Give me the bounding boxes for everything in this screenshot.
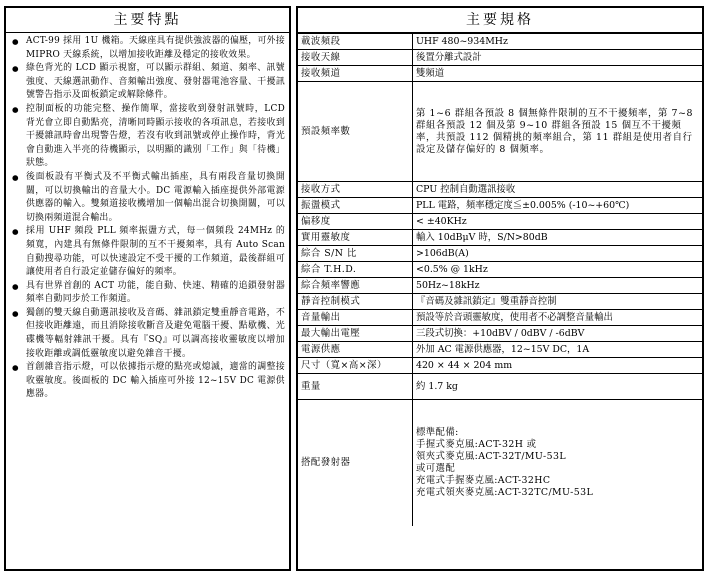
feature-item: ● 綠色背光的 LCD 顯示視窗，可以顯示群組、頻道、頻率、訊號強度、天線選訊動作、音頻輸出強度、發射器電池容量、干擾訊號警告指示及面板鎖定或解除條件。 [12, 62, 285, 103]
spec-label: 綜合 S/N 比 [298, 246, 413, 262]
spec-label: 預設頻率數 [298, 82, 413, 182]
spec-label: 振盪模式 [298, 198, 413, 214]
feature-item: ● 首創雜音指示燈，可以依據指示燈的點亮或熄滅，適當的調整接收靈敏度。後面板的 DC 輸入插座可外接 12~15V DC 電源供應器。 [12, 361, 285, 402]
spec-row [298, 374, 702, 400]
feature-item: ● 後面板設有平衡式及不平衡式輸出插座，具有兩段音量切換開關，可以切換輸出的音量大小。DC 電源輸入插座提供外部電源供應器的輸入。雙頻道接收機增加一個輸出混合切換開關，可以切換兩頻道混合輸出。 [12, 171, 285, 225]
spec-value: 約 1.7 kg [413, 374, 703, 400]
spec-row [298, 66, 702, 82]
spec-label: 靜音控制模式 [298, 294, 413, 310]
spec-row [298, 310, 702, 326]
spec-label: 音量輸出 [298, 310, 413, 326]
spec-label: 最大輸出電壓 [298, 326, 413, 342]
spec-label: 尺寸（寬×高×深） [298, 358, 413, 374]
spec-value: 標準配備: 手握式麥克風:ACT-32H 或 領夾式麥克風:ACT-32T/MU-53L 或可選配 充電式手握麥克風:ACT-32HC 充電式領夾麥克風:ACT-32TC/MU-53L [413, 400, 703, 526]
feature-item: ● 控制面板的功能完整、操作簡單，當接收到發射訊號時，LCD 背光會立即自動點亮，清晰同時顯示接收的各項訊息，若接收到干擾雜訊時會出現警告燈，若沒有收到訊號或停止操作時，背光會自動進入半亮的待機顯示，以明顯的識別「工作」與「待機」狀態。 [12, 103, 285, 171]
spec-row [298, 182, 702, 198]
feature-item: ● 具有世界首創的 ACT 功能，能自動、快速、精確的追鎖發射器頻率自動同步於工作頻道。 [12, 280, 285, 307]
spec-label: 綜合頻率響應 [298, 278, 413, 294]
feature-item: ● ACT-99 採用 1U 機箱。天線座具有提供強波器的偏壓，可外接 MIPRO 天線系統，以增加接收距離及穩定的接收效果。 [12, 35, 285, 62]
spec-value: 三段式切換：+10dBV / 0dBV / -6dBV [413, 326, 703, 342]
spec-row [298, 50, 702, 66]
features-title: 主要特點 [6, 8, 289, 33]
spec-value: 420 × 44 × 204 mm [413, 358, 703, 374]
spec-label: 偏移度 [298, 214, 413, 230]
features-list [6, 33, 289, 402]
spec-label: 搭配發射器 [298, 400, 413, 526]
spec-label: 載波頻段 [298, 34, 413, 50]
spec-row [298, 400, 702, 526]
spec-row [298, 246, 702, 262]
spec-row [298, 326, 702, 342]
spec-row [298, 358, 702, 374]
spec-row [298, 34, 702, 50]
specs-panel [296, 6, 704, 571]
spec-value: <0.5% @ 1kHz [413, 262, 703, 278]
feature-item: ● 採用 UHF 頻段 PLL 頻率振盪方式，每一個頻段 24MHz 的頻寬，內建具有無條件限制的互不干擾頻率，具有 Auto Scan 自動搜尋功能，可以快速設定不受干擾的工作頻道，最後群組可讓使用者自行設定並儲存偏好的頻率。 [12, 225, 285, 279]
spec-value: 50Hz~18kHz [413, 278, 703, 294]
spec-row [298, 278, 702, 294]
spec-row [298, 294, 702, 310]
spec-label: 重量 [298, 374, 413, 400]
spec-value: CPU 控制自動選訊接收 [413, 182, 703, 198]
spec-value: 雙頻道 [413, 66, 703, 82]
spec-value: 第 1~6 群組各預設 8 個無條件限制的互不干擾頻率，第 7~8 群組各預設 12 個及第 9~10 群組各預設 15 個互不干擾頻率，共預設 112 個精挑的頻率組合，第 11 群組是使用者自行設定及儲存偏好的 8 個頻率。 [413, 82, 703, 182]
spec-label: 綜合 T.H.D. [298, 262, 413, 278]
spec-value: 後置分離式設計 [413, 50, 703, 66]
spec-label: 實用靈敏度 [298, 230, 413, 246]
spec-value: 預設等於音頭靈敏度，使用者不必調整音量輸出 [413, 310, 703, 326]
spec-value: < ±40KHz [413, 214, 703, 230]
specs-table [298, 33, 702, 526]
spec-label: 接收方式 [298, 182, 413, 198]
spec-label: 接收天線 [298, 50, 413, 66]
spec-value: 『音碼及雜訊鎖定』雙重靜音控制 [413, 294, 703, 310]
spec-row [298, 262, 702, 278]
spec-row [298, 230, 702, 246]
spec-row [298, 214, 702, 230]
spec-row [298, 82, 702, 182]
spec-value: >106dB(A) [413, 246, 703, 262]
spec-value: PLL 電路，頻率穩定度≦±0.005% (-10~+60℃) [413, 198, 703, 214]
spec-row [298, 198, 702, 214]
features-panel [4, 6, 291, 571]
spec-label: 電源供應 [298, 342, 413, 358]
spec-value: UHF 480~934MHz [413, 34, 703, 50]
spec-label: 接收頻道 [298, 66, 413, 82]
spec-value: 輸入 10dBμV 時，S/N>80dB [413, 230, 703, 246]
spec-row [298, 342, 702, 358]
feature-item: ● 獨創的雙天線自動選訊接收及音碼、雜訊鎖定雙重靜音電路，不但接收距離遠，而且消除接收斷音及避免電腦干擾、點歇機、光碟機等輻射雜訊干擾。具有『SQ』可以調高接收靈敏度以增加接收距離或調低靈敏度以避免雜音干擾。 [12, 307, 285, 361]
specs-title: 主要規格 [298, 8, 702, 33]
spec-value: 外加 AC 電源供應器，12~15V DC，1A [413, 342, 703, 358]
